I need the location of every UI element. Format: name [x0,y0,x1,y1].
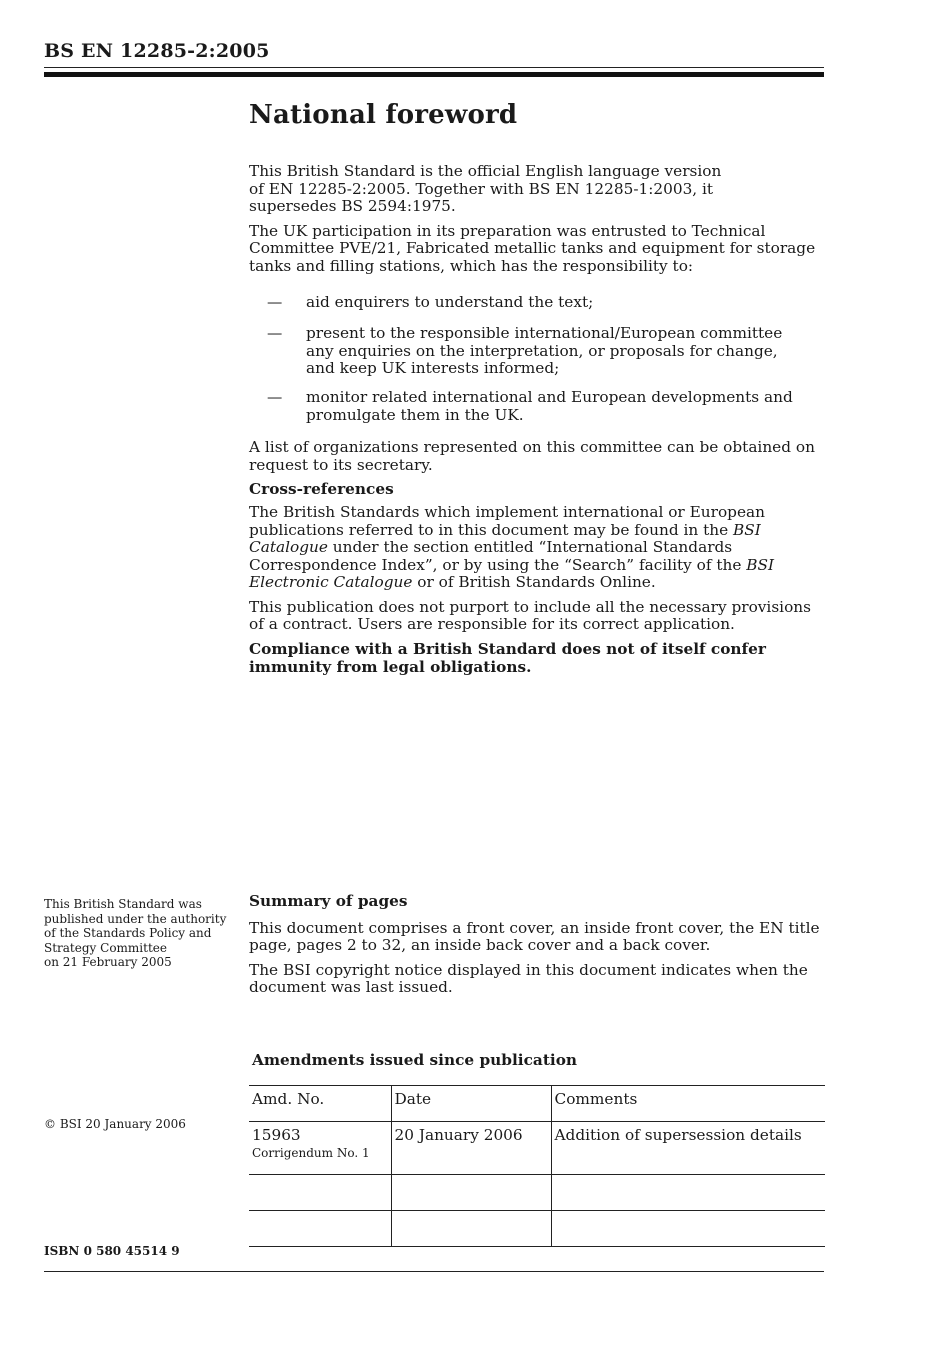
header-thick-rule [44,72,824,77]
summary-heading: Summary of pages [249,892,408,910]
summary-paragraph-1: This document comprises a front cover, an inside front cover, the EN title page, pages 2 to 32, an inside back cover and a back cover. [249,918,820,955]
empty-cell [249,1175,391,1211]
list-item-text: aid enquirers to understand the text; [306,292,594,311]
provisions-paragraph: This publication does not purport to include all the necessary provisions of a contract. Users are responsible for its correct application. [249,597,811,634]
list-item [249,294,824,312]
amd-no-value: 15963 [252,1126,301,1144]
list-item-text: present to the responsible international/European committee any enquiries on the interpretation, or proposals for change, and keep UK interests informed; [306,324,783,378]
comments-cell: Addition of supersession details [551,1122,825,1175]
side-note-line: This British Standard was [44,897,202,911]
organizations-note: A list of organizations represented on this committee can be obtained on request to its secretary. [249,438,815,474]
empty-cell [551,1175,825,1211]
table-row [249,1211,825,1247]
date-cell: 20 January 2006 [391,1122,551,1175]
empty-cell [249,1211,391,1247]
list-item [249,389,824,424]
amendments-table [249,1085,825,1247]
column-header-comments: Comments [551,1086,825,1122]
side-note-line: Strategy Committee [44,940,167,955]
document-code: BS EN 12285-2:2005 [44,40,270,62]
foreword-body [249,163,824,683]
empty-cell [391,1175,551,1211]
cross-ref-text-2: under the section entitled “International Standards Correspondence Index”, or by using the “Search” facility of the [249,538,747,574]
header-thin-rule [44,67,824,68]
side-note-line: published under the authority [44,911,227,926]
amd-no-cell [249,1122,391,1175]
table-row [249,1122,825,1175]
table-header-row [249,1086,825,1122]
cross-ref-text-1: The British Standards which implement international or European publications referred to in this document may be found in the [249,502,765,539]
bsi-catalogue-title: BSI Catalogue [249,520,761,557]
cross-ref-text-3: or of British Standards Online. [412,573,656,592]
isbn: ISBN 0 580 45514 9 [44,1244,180,1258]
side-note-line: on 21 February 2005 [44,955,172,970]
page-title: National foreword [249,100,518,130]
empty-cell [551,1211,825,1247]
bsi-electronic-catalogue-title: BSI Electronic Catalogue [249,555,775,592]
table-row [249,1175,825,1211]
publication-authority-note [44,897,234,970]
list-item-text: monitor related international and European developments and promulgate them in the UK. [306,387,793,424]
amendments-title: Amendments issued since publication [252,1051,578,1069]
compliance-statement: Compliance with a British Standard does not of itself confer immunity from legal obligations. [249,640,766,676]
footer-rule [44,1271,824,1272]
list-dash: — [267,324,283,343]
corrigendum-label: Corrigendum No. 1 [252,1146,370,1160]
cross-references-paragraph [249,504,824,592]
copyright-notice: © BSI 20 January 2006 [44,1117,186,1131]
intro-paragraph-1: This British Standard is the official English language version of EN 12285-2:2005. Together with BS EN 12285-1:2003, it supersedes BS 2594:1975. [249,162,722,216]
list-item [249,325,824,378]
intro-paragraph-2: The UK participation in its preparation was entrusted to Technical Committee PVE/21, Fabricated metallic tanks and equipment for storage tanks and filling stations, which has the responsibility to: [249,221,816,275]
side-note-line: of the Standards Policy and [44,926,212,941]
summary-section [249,893,824,1004]
empty-cell [391,1211,551,1247]
list-dash: — [267,387,283,406]
column-header-amd-no: Amd. No. [249,1086,391,1122]
summary-paragraph-2: The BSI copyright notice displayed in this document indicates when the document was last issued. [249,960,808,997]
column-header-date: Date [391,1086,551,1122]
list-dash: — [267,292,283,311]
responsibility-list [249,294,824,425]
cross-references-heading: Cross-references [249,480,394,499]
